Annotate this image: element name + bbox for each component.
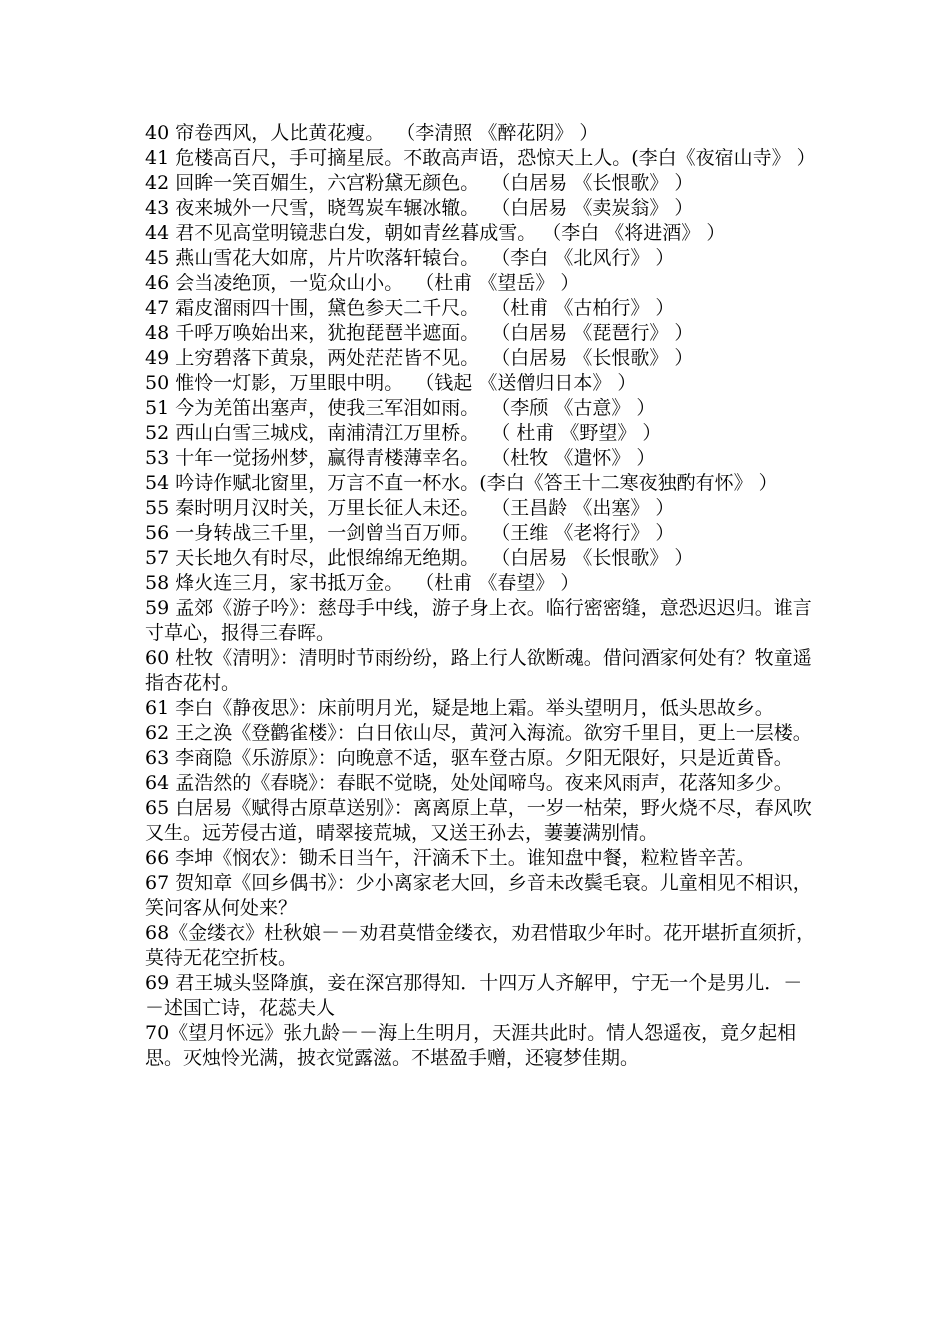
poem-line-68: 68《金缕衣》杜秋娘－－劝君莫惜金缕衣，劝君惜取少年时。花开堪折直须折，莫待无花空折枝。 [145, 922, 816, 969]
poem-line-47: 47 霜皮溜雨四十围，黛色参天二千尺。 （杜甫 《古柏行》 ） [145, 297, 675, 319]
poem-line-54: 54 吟诗作赋北窗里，万言不直一杯水。(李白《答王十二寒夜独酌有怀》 ） [145, 472, 778, 494]
poem-line-52: 52 西山白雪三城戍，南浦清江万里桥。 （ 杜甫 《野望》 ） [145, 422, 662, 444]
poem-line-62: 62 王之涣《登鹳雀楼》：白日依山尽，黄河入海流。欲穷千里目，更上一层楼。 [145, 722, 812, 744]
poem-line-45: 45 燕山雪花大如席，片片吹落轩辕台。 （李白 《北风行》 ） [145, 247, 675, 269]
poem-line-48: 48 千呼万唤始出来，犹抱琵琶半遮面。 （白居易 《琵琶行》 ） [145, 322, 694, 344]
poem-line-67: 67 贺知章《回乡偶书》：少小离家老大回，乡音未改鬓毛衰。儿童相见不相识，笑问客从何处来？ [145, 872, 812, 919]
poem-line-41: 41 危楼高百尺，手可摘星辰。不敢高声语，恐惊天上人。(李白《夜宿山寺》 ） [145, 147, 816, 169]
poem-line-44: 44 君不见高堂明镜悲白发，朝如青丝暮成雪。 （李白 《将进酒》 ） [145, 222, 726, 244]
poem-line-57: 57 天长地久有时尽，此恨绵绵无绝期。 （白居易 《长恨歌》 ） [145, 547, 694, 569]
poem-line-42: 42 回眸一笑百媚生，六宫粉黛无颜色。 （白居易 《长恨歌》 ） [145, 172, 694, 194]
poem-line-40: 40 帘卷西风，人比黄花瘦。 （李清照 《醉花阴》 ） [145, 122, 599, 144]
poem-line-43: 43 夜来城外一尺雪，晓驾炭车辗冰辙。 （白居易 《卖炭翁》 ） [145, 197, 694, 219]
poem-line-58: 58 烽火连三月，家书抵万金。 （杜甫 《春望》 ） [145, 572, 580, 594]
poem-line-65: 65 白居易《赋得古原草送别》：离离原上草，一岁一枯荣，野火烧不尽，春风吹又生。远芳侵古道，晴翠接荒城，又送王孙去，萋萋满别情。 [145, 797, 812, 844]
poem-line-64: 64 孟浩然的《春晓》：春眠不觉晓，处处闻啼鸟。夜来风雨声，花落知多少。 [145, 772, 793, 794]
poem-line-60: 60 杜牧《清明》：清明时节雨纷纷，路上行人欲断魂。借问酒家何处有？牧童遥指杏花村。 [145, 647, 812, 694]
poem-line-53: 53 十年一觉扬州梦，赢得青楼薄幸名。 （杜牧 《遣怀》 ） [145, 447, 656, 469]
poem-line-59: 59 孟郊《游子吟》：慈母手中线，游子身上衣。临行密密缝，意恐迟迟归。谁言寸草心，报得三春晖。 [145, 597, 812, 644]
poem-line-56: 56 一身转战三千里，一剑曾当百万师。 （王维 《老将行》 ） [145, 522, 675, 544]
poem-line-50: 50 惟怜一灯影，万里眼中明。 （钱起 《送僧归日本》 ） [145, 372, 637, 394]
poem-line-61: 61 李白《静夜思》：床前明月光，疑是地上霜。举头望明月，低头思故乡。 [145, 697, 774, 719]
document-body [145, 121, 817, 1071]
poem-line-69: 69 君王城头竖降旗，妾在深宫那得知．十四万人齐解甲，宁无一个是男儿．－－述国亡诗，花蕊夫人 [145, 972, 803, 1019]
poem-line-70: 70《望月怀远》张九龄－－海上生明月，天涯共此时。情人怨遥夜，竟夕起相思。灭烛怜光满，披衣觉露滋。不堪盈手赠，还寝梦佳期。 [145, 1022, 797, 1069]
poem-line-51: 51 今为羌笛出塞声，使我三军泪如雨。 （李颀 《古意》 ） [145, 397, 656, 419]
poem-line-49: 49 上穷碧落下黄泉，两处茫茫皆不见。 （白居易 《长恨歌》 ） [145, 347, 694, 369]
poem-line-63: 63 李商隐《乐游原》：向晚意不适，驱车登古原。夕阳无限好，只是近黄昏。 [145, 747, 793, 769]
poem-line-46: 46 会当凌绝顶，一览众山小。 （杜甫 《望岳》 ） [145, 272, 580, 294]
poem-line-55: 55 秦时明月汉时关，万里长征人未还。 （王昌龄 《出塞》 ） [145, 497, 675, 519]
poem-line-66: 66 李坤《悯农》：锄禾日当午，汗滴禾下土。谁知盘中餐，粒粒皆辛苦。 [145, 847, 755, 869]
